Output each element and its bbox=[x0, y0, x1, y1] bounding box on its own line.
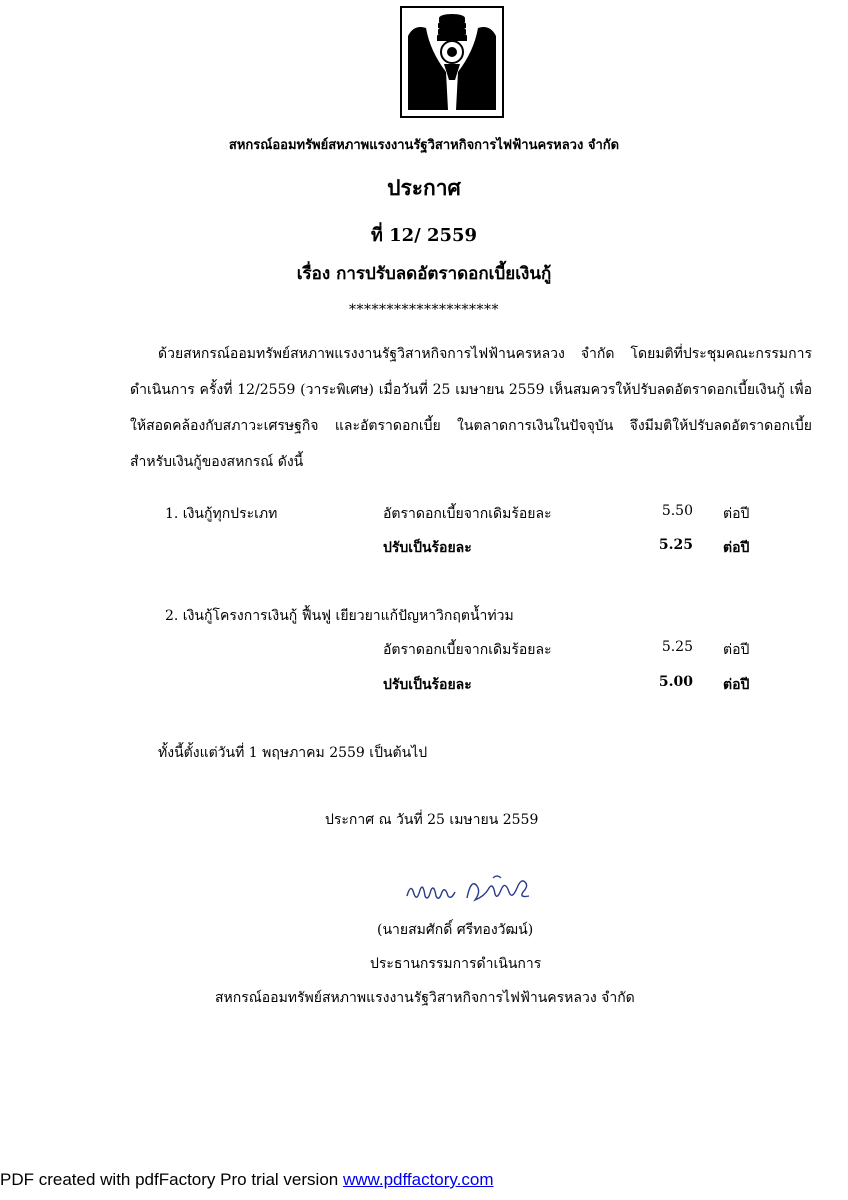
announcement-number: ที่ 12/ 2559 bbox=[370, 225, 478, 246]
pdffactory-link[interactable]: www.pdffactory.com bbox=[342, 1170, 494, 1189]
rate-item-2-label: 2. เงินกู้โครงการเงินกู้ ฟื้นฟู เยียวยาแก้ปัญหาวิกฤตน้ำท่วม bbox=[165, 608, 514, 624]
rate-item-2-new-label: ปรับเป็นร้อยละ bbox=[383, 677, 472, 693]
footer-text: PDF created with pdfFactory Pro trial version bbox=[0, 1170, 343, 1189]
rate-item-1-new-unit: ต่อปี bbox=[723, 540, 750, 556]
body-paragraph-text: ด้วยสหกรณ์ออมทรัพย์สหภาพแรงงานรัฐวิสาหกิจการไฟฟ้านครหลวง จำกัด โดยมติที่ประชุมคณะกรรมการดำเนินการ ครั้งที่ 12/2559 (วาระพิเศษ) เมื่อวันที่ 25 เมษายน 2559 เห็นสมควรให้ปรับลดอัตราดอกเบี้ยเงินกู้ เพื่อให้สอดคล้องกับสภาวะเศรษฐกิจ และอัตราดอกเบี้ย ในตลาดการเงินในปัจจุบัน จึงมีมติให้ปรับลดอัตราดอกเบี้ยสำหรับเงินกู้ของสหกรณ์ ดังนี้ bbox=[130, 346, 812, 470]
announcement-subject: เรื่อง การปรับลดอัตราดอกเบี้ยเงินกู้ bbox=[296, 264, 552, 284]
announcement-date: ประกาศ ณ วันที่ 25 เมษายน 2559 bbox=[325, 812, 539, 828]
rate-item-2-old-label: อัตราดอกเบี้ยจากเดิมร้อยละ bbox=[383, 642, 552, 658]
rate-item-2-new-value: 5.00 bbox=[658, 674, 693, 690]
organization-name: สหกรณ์ออมทรัพย์สหภาพแรงงานรัฐวิสาหกิจการไฟฟ้านครหลวง จำกัด bbox=[228, 138, 620, 153]
rate-item-1-old-value: 5.50 bbox=[661, 503, 693, 519]
rate-item-1-old-label: อัตราดอกเบี้ยจากเดิมร้อยละ bbox=[383, 506, 552, 522]
handwritten-signature bbox=[405, 872, 535, 912]
rate-item-1-old-unit: ต่อปี bbox=[723, 506, 750, 522]
pdf-footer bbox=[0, 1170, 494, 1190]
divider-stars: ******************** bbox=[349, 302, 499, 318]
body-paragraph bbox=[130, 336, 812, 480]
rate-item-1-label: 1. เงินกู้ทุกประเภท bbox=[165, 506, 278, 522]
signatory-name: (นายสมศักดิ์ ศรีทองวัฒน์) bbox=[377, 922, 534, 938]
announcement-title: ประกาศ bbox=[387, 175, 461, 200]
signatory-organization: สหกรณ์ออมทรัพย์สหภาพแรงงานรัฐวิสาหกิจการไฟฟ้านครหลวง จำกัด bbox=[215, 990, 635, 1006]
rate-item-1-new-label: ปรับเป็นร้อยละ bbox=[383, 540, 472, 556]
rate-item-2-old-value: 5.25 bbox=[661, 639, 693, 655]
rate-item-2-new-unit: ต่อปี bbox=[723, 677, 750, 693]
signatory-position: ประธานกรรมการดำเนินการ bbox=[370, 956, 542, 972]
effective-date: ทั้งนี้ตั้งแต่วันที่ 1 พฤษภาคม 2559 เป็นต้นไป bbox=[158, 745, 428, 761]
rate-item-1-new-value: 5.25 bbox=[658, 537, 693, 553]
rate-item-2-old-unit: ต่อปี bbox=[723, 642, 750, 658]
cooperative-logo bbox=[400, 6, 504, 118]
